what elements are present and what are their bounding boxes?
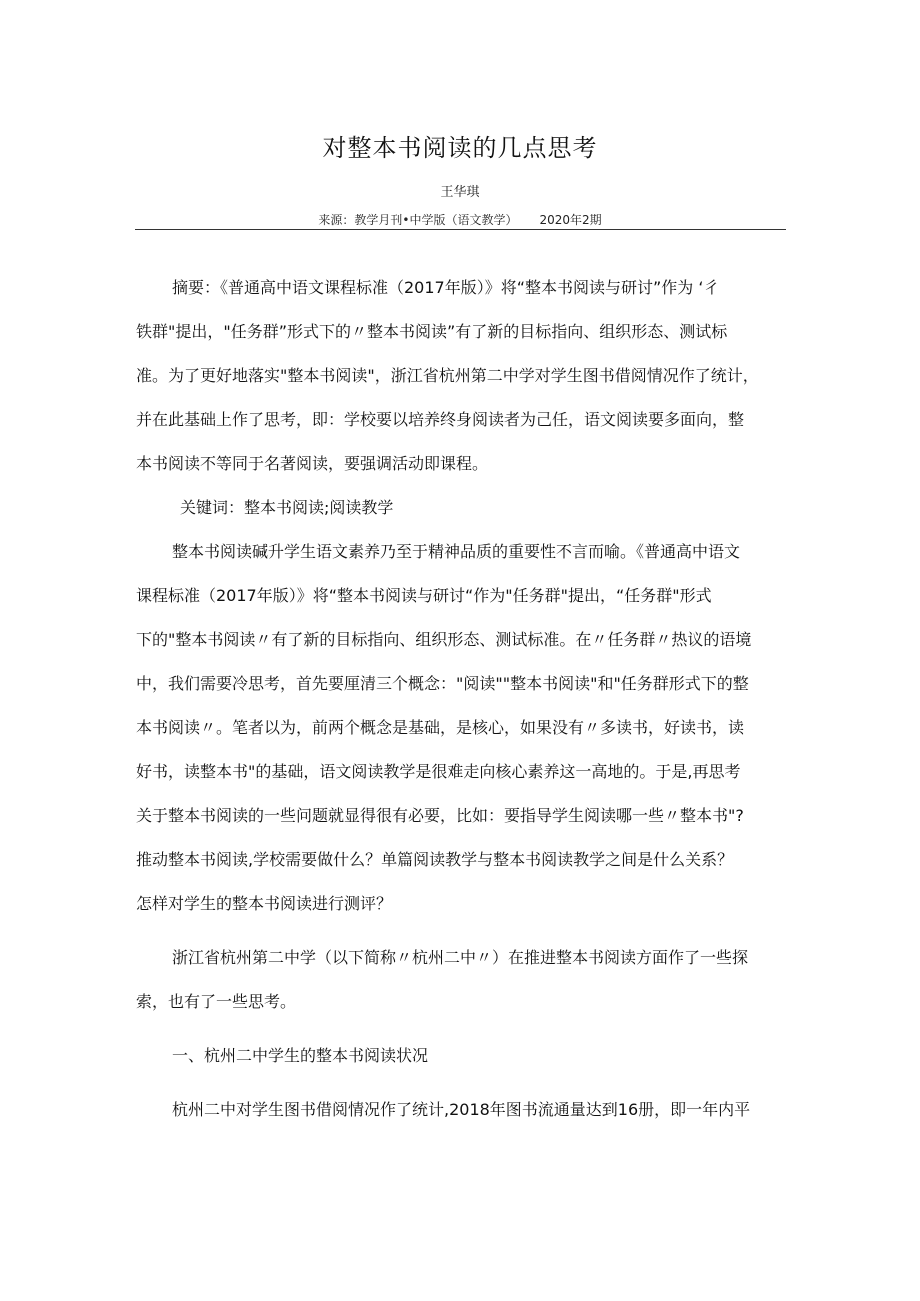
abstract-line: 准。为了更好地落实"整本书阅读"，浙江省杭州第二中学对学生图书借阅情况作了统计，	[136, 366, 759, 385]
intro-line: 课程标准（2017年版）》将“整本书阅读与研讨“作为"任务群"提出，“任务群"形式	[136, 586, 712, 605]
abstract-line: 本书阅读不等同于名著阅读，要强调活动即课程。	[136, 454, 489, 473]
article-issue: 2020年2期	[539, 213, 602, 227]
intro-line: 本书阅读〃。笔者以为，前两个概念是基础，是核心，如果没有〃多读书，好读书，读	[136, 718, 745, 737]
header-divider	[135, 229, 786, 230]
article-author: 王华琪	[440, 185, 480, 200]
intro-line: 下的"整本书阅读〃有了新的目标指向、组织形态、测试标准。在〃任务群〃热议的语境	[136, 630, 752, 649]
school-line: 索，也有了一些思考。	[136, 992, 297, 1011]
article-source: 来源：教学月刊•中学版（语文教学）	[318, 213, 518, 227]
intro-line: 关于整本书阅读的一些问题就显得很有必要，比如：要指导学生阅读哪一些〃整本书"?	[136, 806, 744, 825]
article-source-line	[0, 211, 920, 228]
article-title: 对整本书阅读的几点思考	[322, 134, 598, 162]
intro-line: 推动整本书阅读,学校需要做什么？单篇阅读教学与整本书阅读教学之间是什么关系？	[136, 850, 734, 869]
intro-line: 好书，读整本书"的基础，语文阅读教学是很难走向核心素养这一高地的。于是,再思考	[136, 762, 741, 781]
intro-line: 整本书阅读碱升学生语文素养乃至于精神品质的重要性不言而喻。《普通高中语文	[172, 542, 741, 561]
abstract-line: 铁群"提出，"任务群”形式下的〃整本书阅读”有了新的目标指向、组织形态、测试标	[136, 322, 728, 341]
school-line: 浙江省杭州第二中学（以下简称〃杭州二中〃）在推进整本书阅读方面作了一些探	[172, 948, 749, 967]
abstract-line: 并在此基础上作了思考，即：学校要以培养终身阅读者为己任，语文阅读要多面向，整	[136, 410, 745, 429]
article-body	[136, 266, 784, 1132]
section-line: 杭州二中对学生图书借阅情况作了统计,2018年图书流通量达到16册，即一年内平	[172, 1100, 751, 1119]
intro-line: 中，我们需要冷思考，首先要厘清三个概念："阅读""整本书阅读"和"任务群形式下的整	[136, 674, 749, 693]
intro-line: 怎样对学生的整本书阅读进行测评？	[136, 894, 393, 913]
section-heading: 一、杭州二中学生的整本书阅读状况	[172, 1046, 429, 1065]
abstract-line: 摘要：《普通高中语文课程标准（2017年版）》将“整本书阅读与研讨”作为 ‘彳	[172, 278, 720, 297]
keywords: 关键词：整本书阅读;阅读教学	[180, 498, 394, 517]
